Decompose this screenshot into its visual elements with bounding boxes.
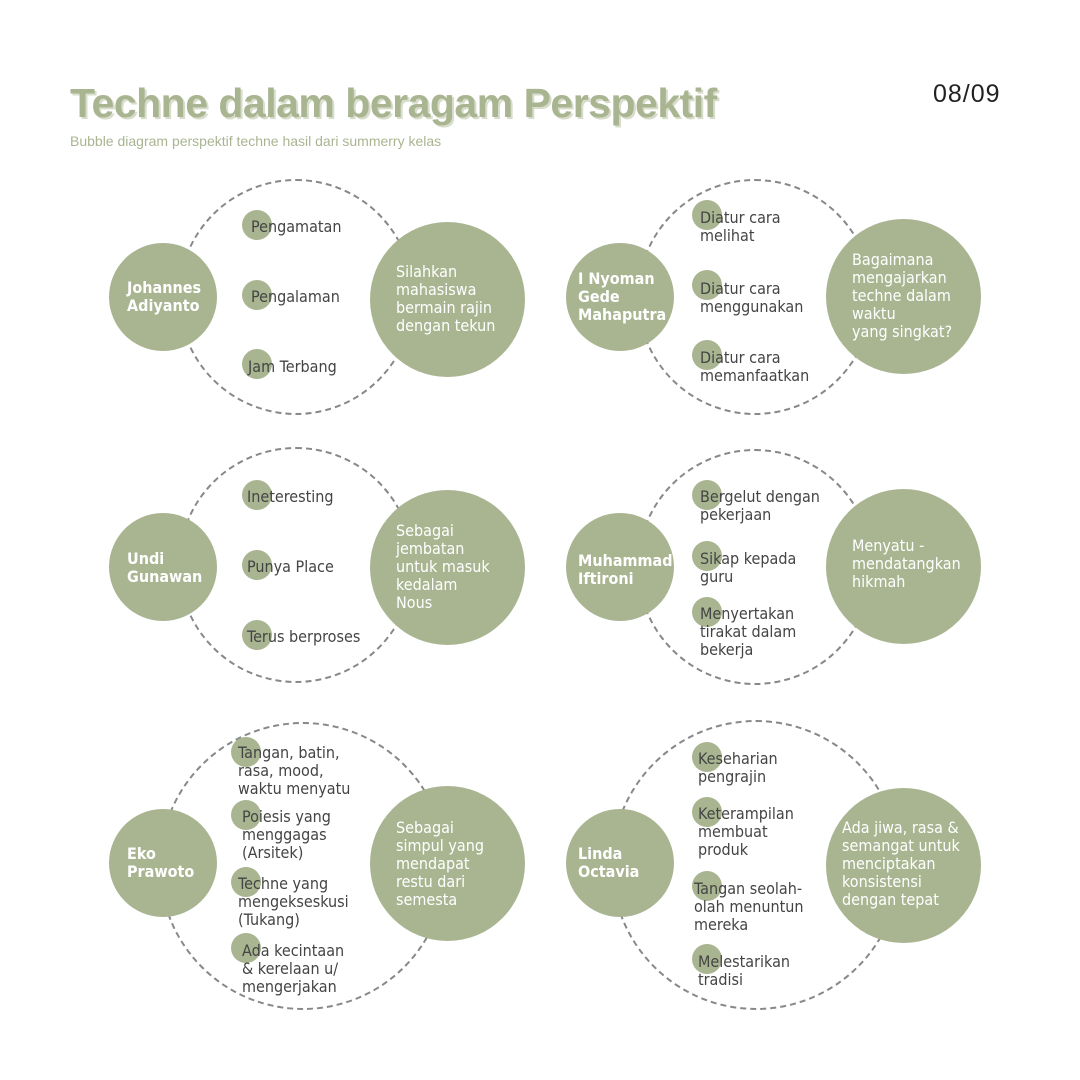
page-subtitle: Bubble diagram perspektif techne hasil dari summerry kelas	[70, 133, 442, 149]
item-label: Terus berproses	[247, 627, 361, 646]
person-bubble	[566, 809, 674, 917]
item-label: Diatur cara memanfaatkan	[700, 348, 810, 385]
person-name: Undi Gunawan	[127, 549, 203, 586]
item-label: Melestarikan tradisi	[698, 952, 791, 989]
item-label: Sikap kepada guru	[700, 549, 797, 586]
person-name: Muhammad Iftironi	[578, 551, 673, 588]
summary-text: Menyatu - mendatangkan hikmah	[852, 536, 961, 591]
item-label: Pengalaman	[251, 287, 340, 306]
item-label: Keterampilan membuat produk	[698, 804, 794, 859]
item-label: Ineteresting	[247, 487, 334, 506]
item-label: Poiesis yang menggagas (Arsitek)	[242, 807, 331, 862]
summary-bubble	[370, 786, 525, 941]
person-name: Linda Octavia	[578, 844, 640, 881]
item-label: Techne yang mengekseskusi (Tukang)	[238, 874, 349, 929]
summary-bubble	[370, 490, 525, 645]
summary-text: Bagaimana mengajarkan techne dalam waktu yang singkat?	[852, 250, 953, 341]
item-label: Ada kecintaan & kerelaan u/ mengerjakan	[242, 941, 345, 996]
person-bubble	[109, 513, 217, 621]
item-label: Tangan, batin, rasa, mood, waktu menyatu	[238, 743, 351, 798]
item-label: Menyertakan tirakat dalam bekerja	[700, 604, 797, 659]
item-label: Diatur cara melihat	[700, 208, 781, 245]
person-bubble	[109, 243, 217, 351]
item-label: Bergelut dengan pekerjaan	[700, 487, 820, 524]
person-bubble	[109, 809, 217, 917]
summary-text: Ada jiwa, rasa & semangat untuk menciptakan konsistensi dengan tepat	[842, 818, 960, 909]
summary-bubble	[370, 222, 525, 377]
person-bubble	[566, 513, 674, 621]
summary-bubble	[826, 219, 981, 374]
summary-text: Sebagai jembatan untuk masuk kedalam Nous	[396, 521, 490, 612]
item-label: Keseharian pengrajin	[698, 749, 778, 786]
person-name: I Nyoman Gede Mahaputra	[578, 269, 667, 324]
item-label: Pengamatan	[251, 217, 342, 236]
person-name: Johannes Adiyanto	[127, 278, 202, 315]
summary-bubble	[826, 489, 981, 644]
item-label: Jam Terbang	[248, 357, 337, 376]
summary-text: Silahkan mahasiswa bermain rajin dengan tekun	[396, 262, 496, 335]
item-label: Tangan seolah- olah menuntun mereka	[694, 879, 804, 934]
person-name: Eko Prawoto	[127, 844, 195, 881]
page-number: 08/09	[933, 80, 1001, 108]
page-title: Techne dalam beragam Perspektif	[70, 80, 717, 126]
person-bubble	[566, 243, 674, 351]
item-label: Diatur cara menggunakan	[700, 279, 804, 316]
summary-bubble	[826, 788, 981, 943]
item-label: Punya Place	[247, 557, 334, 576]
summary-text: Sebagai simpul yang mendapat restu dari semesta	[396, 818, 484, 909]
